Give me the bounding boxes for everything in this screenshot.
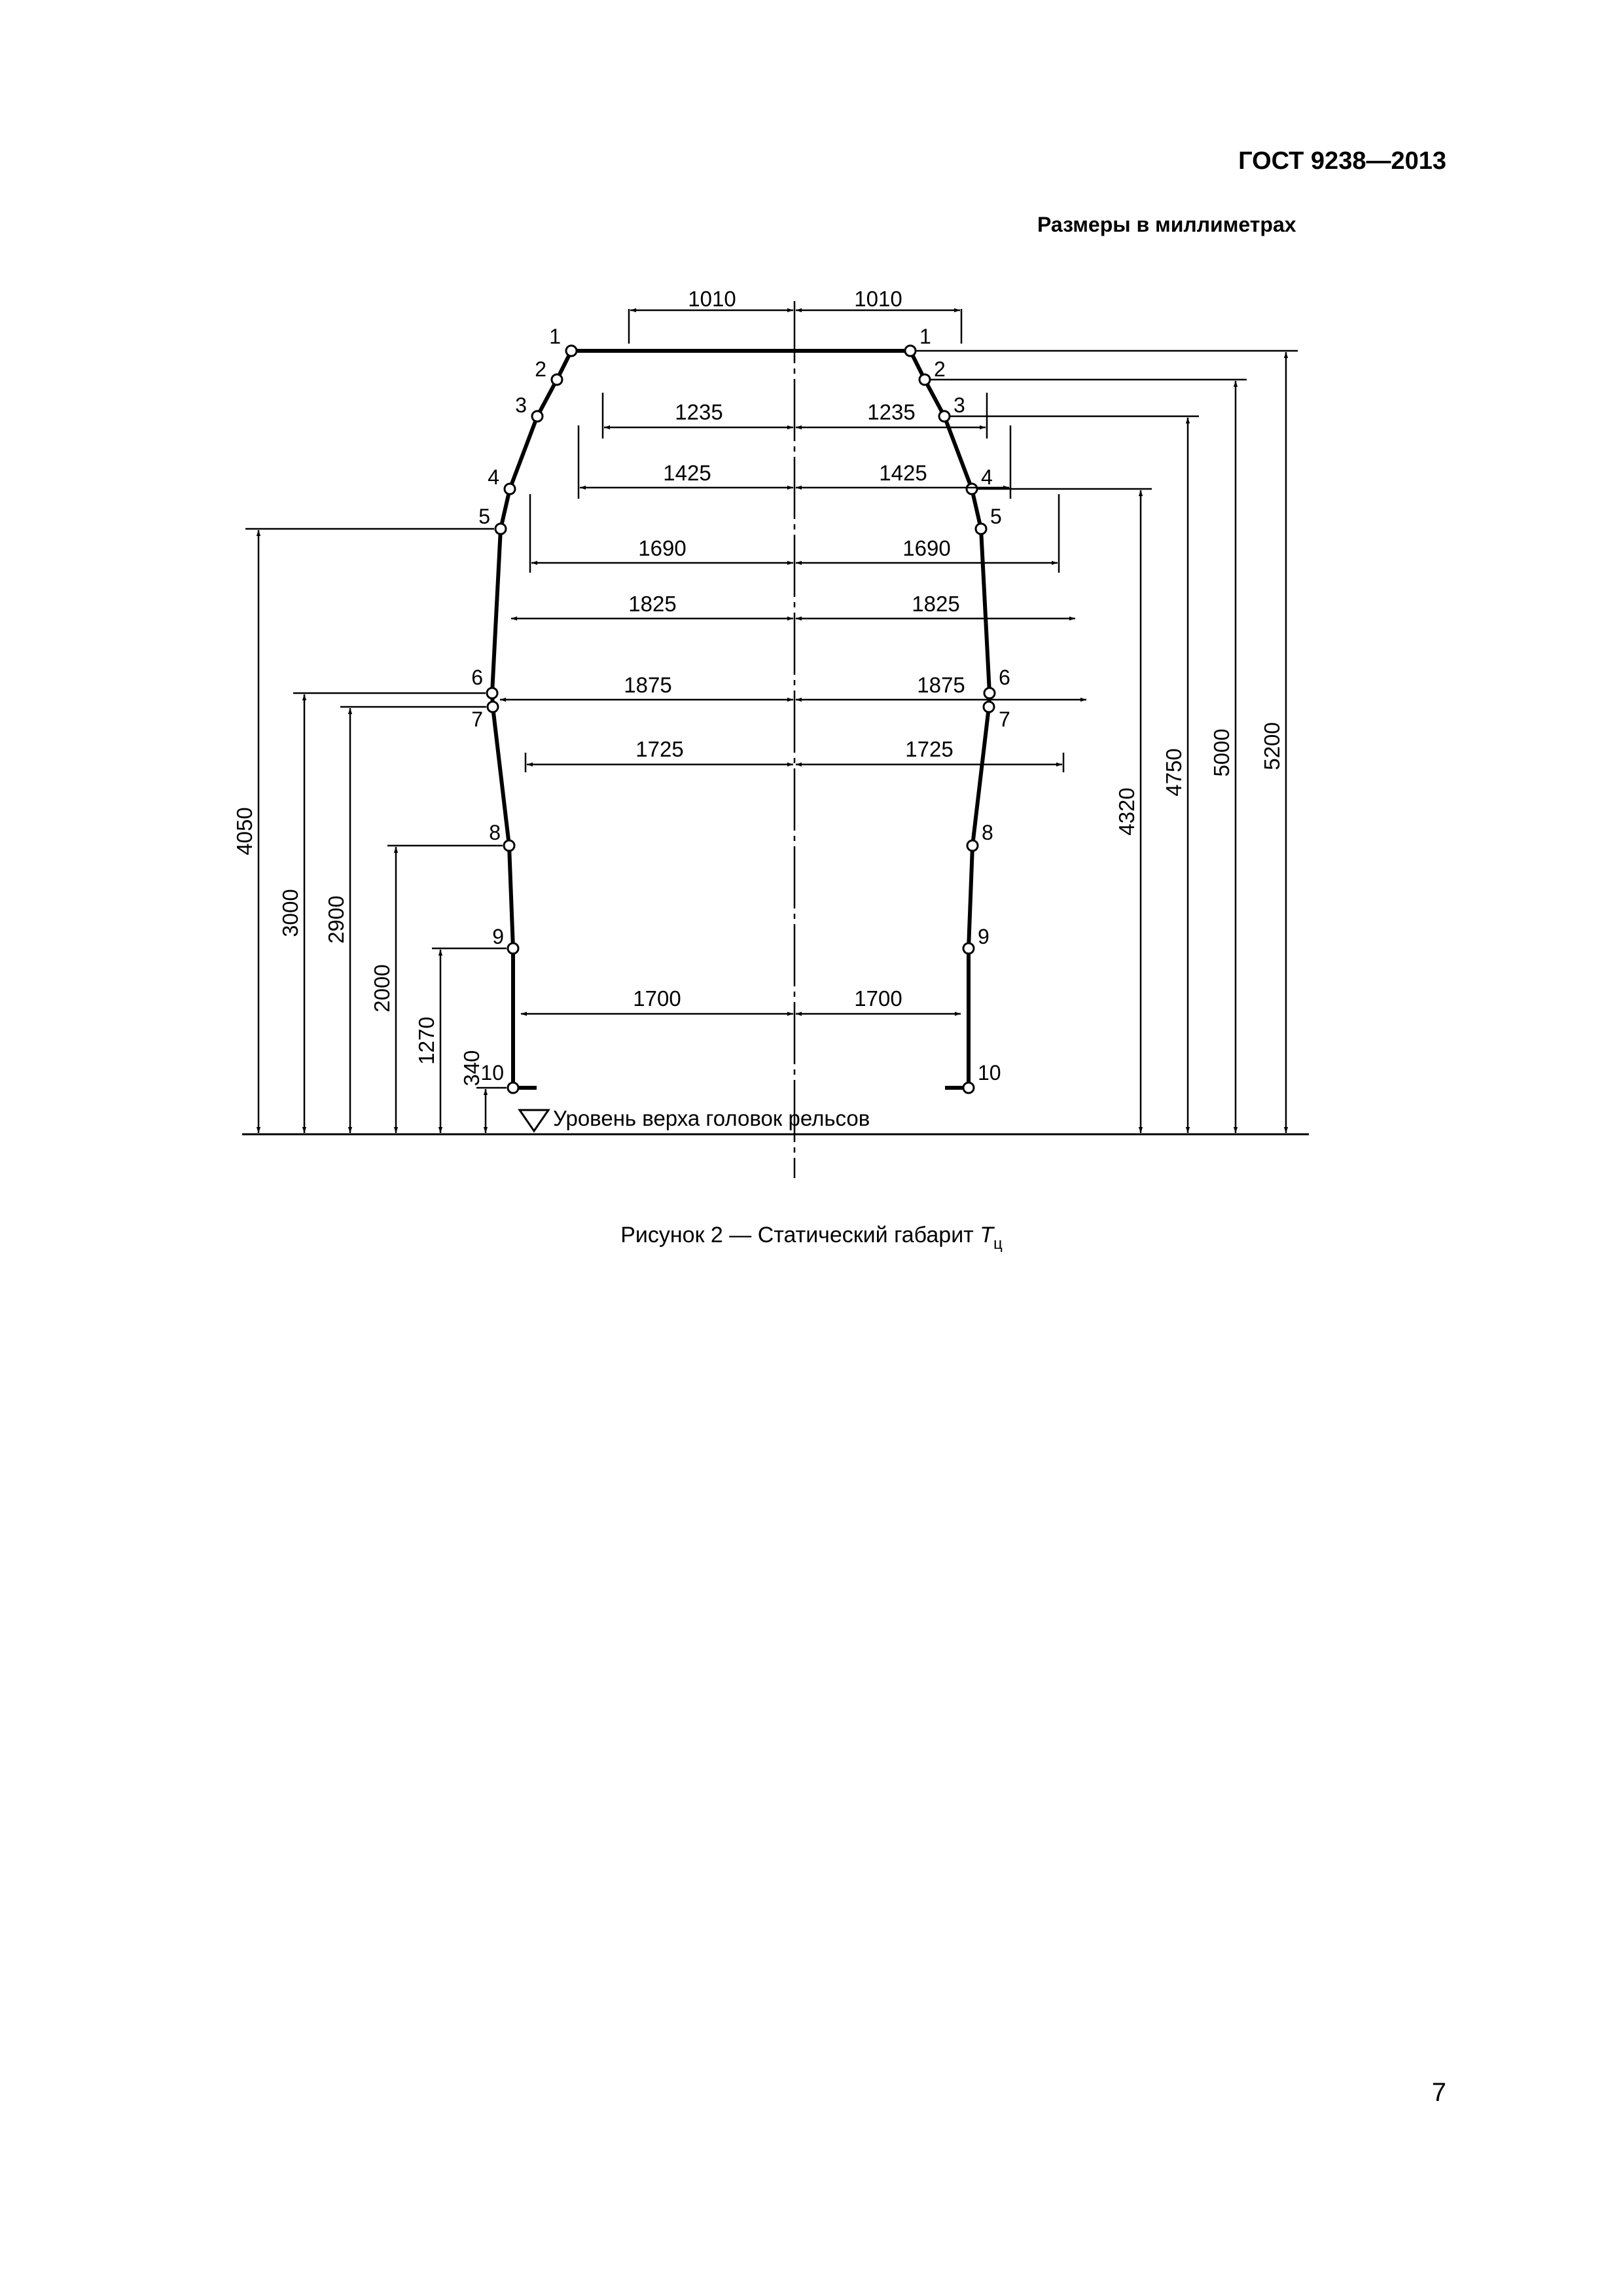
dim-label-1270: 1270: [414, 1016, 438, 1065]
point-label-2-left: 2: [535, 357, 546, 381]
point-3-right: [939, 411, 950, 422]
point-8-right: [967, 840, 978, 851]
dim-label-2000: 2000: [370, 964, 394, 1013]
point-8-left: [504, 840, 514, 851]
point-5-left: [495, 524, 506, 534]
dim-label-1825-left: 1825: [628, 592, 677, 616]
point-label-2-right: 2: [934, 357, 946, 381]
dim-label-5200: 5200: [1260, 722, 1284, 770]
point-1-right: [905, 346, 916, 356]
figure-caption: [0, 1223, 1623, 1253]
point-3-left: [532, 411, 543, 422]
left-height-dimensions: [245, 529, 507, 1133]
point-label-10-right: 10: [978, 1061, 1001, 1085]
point-label-10-left: 10: [480, 1061, 504, 1085]
point-10-left: [508, 1083, 518, 1093]
point-label-7-right: 7: [999, 708, 1010, 731]
dim-label-1010-right: 1010: [854, 287, 902, 311]
caption-subscript: ц: [993, 1235, 1003, 1253]
point-markers-left: [487, 346, 577, 1093]
point-label-8-right: 8: [982, 821, 993, 844]
standard-designation: ГОСТ 9238—2013: [1238, 147, 1446, 175]
point-label-3-right: 3: [954, 393, 965, 417]
point-5-right: [976, 524, 986, 534]
dim-label-1690-right: 1690: [902, 536, 951, 560]
point-label-5-left: 5: [478, 505, 490, 528]
dim-label-340: 340: [459, 1050, 484, 1086]
point-label-5-right: 5: [990, 505, 1002, 528]
dim-label-4050: 4050: [232, 807, 257, 855]
caption-prefix: Рисунок 2 — Статический габарит: [620, 1223, 974, 1247]
dim-label-1825-right: 1825: [912, 592, 960, 616]
dim-label-1725-right: 1725: [905, 737, 954, 761]
point-label-9-right: 9: [978, 925, 990, 948]
right-height-dimensions: [916, 351, 1298, 1133]
caption-symbol: T: [980, 1223, 993, 1247]
point-6-right: [984, 688, 995, 698]
point-9-right: [963, 943, 974, 954]
horizontal-dimensions: [500, 309, 1086, 1014]
dim-label-1010-left: 1010: [688, 287, 736, 311]
rail-level-label: Уровень верха головок рельсов: [553, 1106, 870, 1130]
left-height-labels: [232, 807, 484, 1086]
dim-label-3000: 3000: [278, 889, 302, 937]
dim-label-1235-right: 1235: [867, 400, 916, 424]
dim-label-1235-left: 1235: [675, 400, 723, 424]
point-4-right: [967, 484, 977, 494]
dim-label-1725-left: 1725: [635, 737, 684, 761]
point-1-left: [566, 346, 577, 356]
point-label-1-left: 1: [549, 325, 561, 348]
point-label-9-left: 9: [492, 925, 504, 948]
dim-label-1875-right: 1875: [917, 673, 965, 697]
dim-label-1690-left: 1690: [638, 536, 687, 560]
dim-label-4750: 4750: [1162, 748, 1186, 797]
rail-level-triangle-icon: [520, 1110, 548, 1131]
dim-label-1425-left: 1425: [663, 461, 711, 485]
point-7-right: [984, 702, 994, 712]
point-2-left: [552, 374, 562, 385]
point-label-3-left: 3: [515, 393, 527, 417]
point-10-right: [963, 1083, 974, 1093]
point-2-right: [919, 374, 930, 385]
dim-label-4320: 4320: [1115, 787, 1139, 836]
dim-label-1700-left: 1700: [633, 986, 681, 1011]
point-6-left: [487, 688, 497, 698]
dim-label-1425-right: 1425: [879, 461, 927, 485]
point-label-6-left: 6: [471, 666, 483, 689]
point-4-left: [505, 484, 515, 494]
point-label-4-right: 4: [981, 465, 993, 489]
point-markers-right: [905, 346, 995, 1093]
point-label-7-left: 7: [471, 708, 483, 731]
units-note: Размеры в миллиметрах: [1037, 213, 1296, 236]
point-7-left: [488, 702, 498, 712]
point-label-4-left: 4: [488, 465, 499, 489]
point-label-1-right: 1: [919, 325, 931, 348]
dim-label-5000: 5000: [1209, 728, 1234, 777]
point-label-8-left: 8: [489, 821, 501, 844]
point-labels: [471, 325, 1010, 1085]
point-9-left: [508, 943, 518, 954]
page-number: 7: [1431, 2078, 1446, 2107]
dim-label-1700-right: 1700: [854, 986, 902, 1011]
point-label-6-right: 6: [999, 666, 1010, 689]
dim-label-2900: 2900: [324, 895, 348, 944]
dim-label-1875-left: 1875: [624, 673, 672, 697]
